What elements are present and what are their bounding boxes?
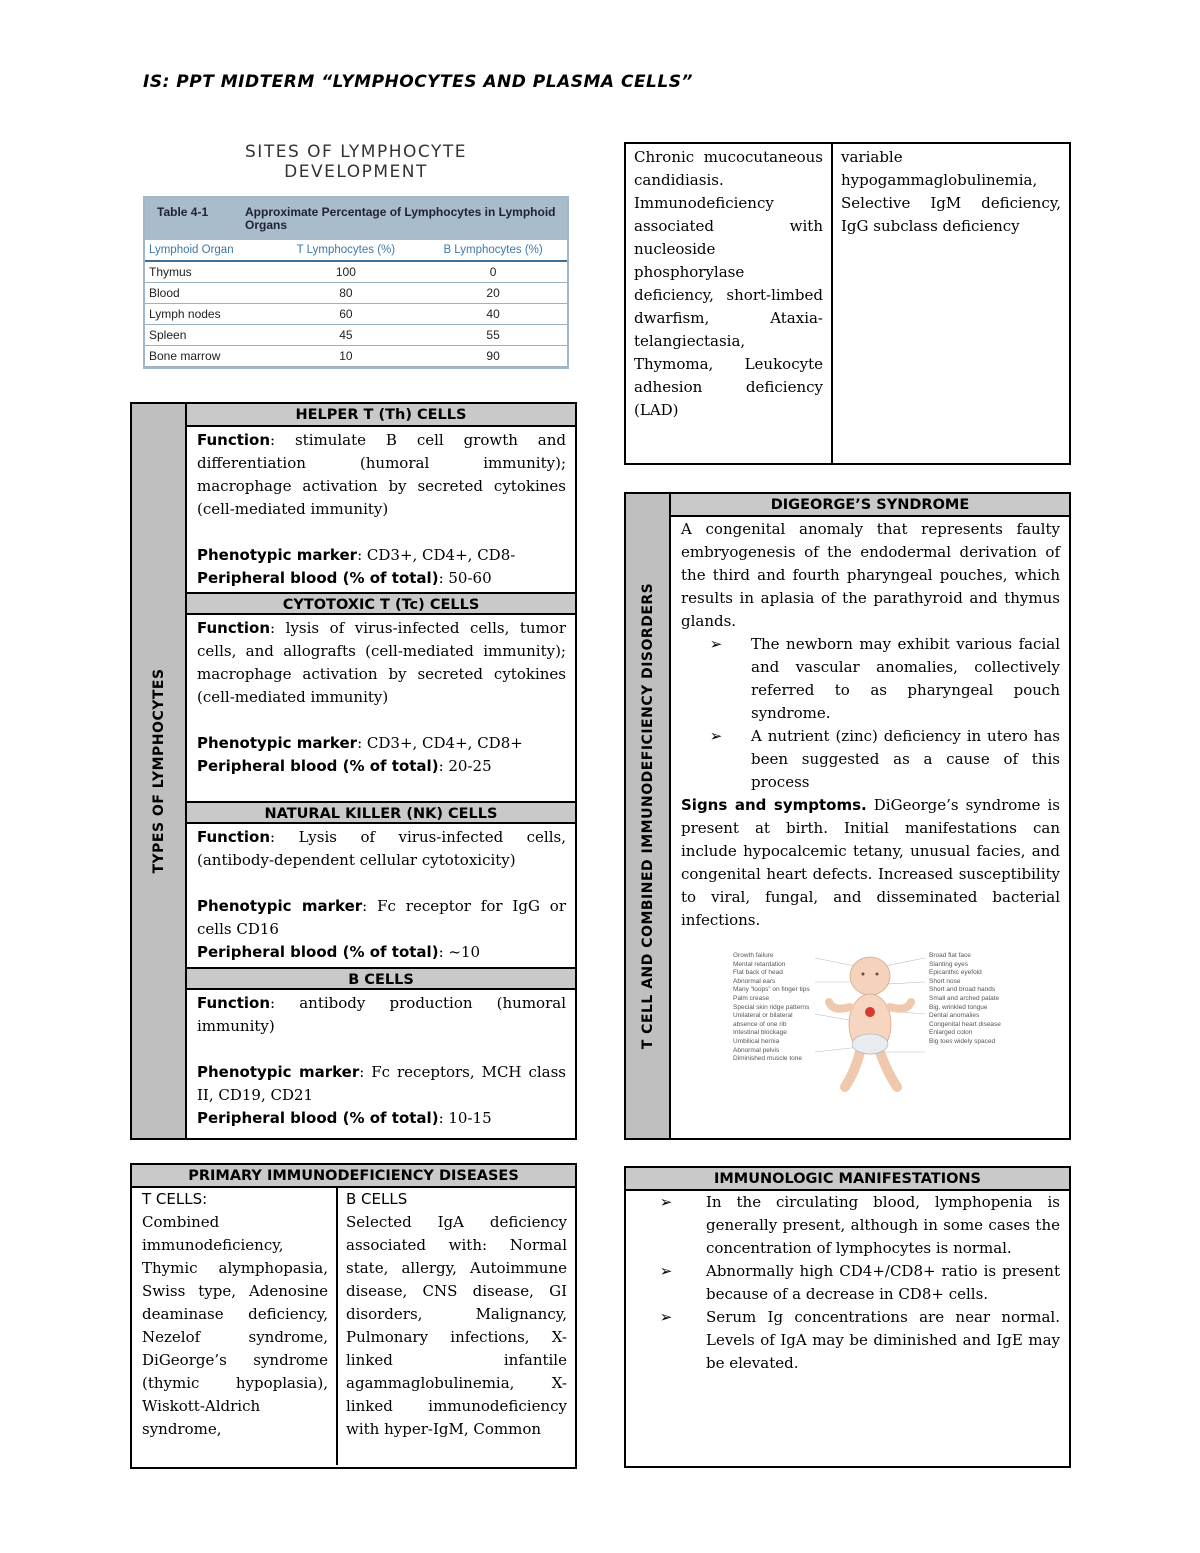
immunologic-manifestations-box [624,1166,1071,1468]
figure-right-labels [929,952,1003,1047]
arrow-bullet-icon: ➢ [659,1193,673,1211]
function-label: Function [197,828,271,846]
table-cell: 45 [273,325,420,346]
digeorge-bullet [681,633,1060,725]
lymphocyte-sites-figure [143,142,569,369]
figure-label: Epicanthic eyefold [929,969,982,977]
table-caption [145,198,567,240]
digeorge-side-bar [626,494,671,1138]
immunologic-bullet [626,1260,1060,1306]
bullet-text: A nutrient (zinc) deficiency in utero has been suggested as a cause of this process [751,727,1060,791]
helper-function [197,429,566,521]
types-content [187,404,575,1138]
bullet-text: Serum Ig concentrations are near normal. Levels of IgA may be diminished and IgE may be elevated. [706,1308,1060,1372]
blood-label: Peripheral blood (% of total) [197,757,439,775]
t-cells-label: T CELLS: [142,1190,208,1208]
column-header: Lymphoid Organ [145,240,273,261]
figure-label: Small and arched palate [929,994,1000,1002]
immunologic-bullet [626,1191,1060,1260]
figure-label: Short and broad hands [929,986,996,994]
table-cell: 0 [419,261,567,283]
function-label: Function [197,431,271,449]
function-text: : antibody production (humoral immunity) [197,994,566,1035]
figure-label: Congenital heart disease [929,1020,1001,1028]
function-text: : lysis of virus-infected cells, tumor cells, and allografts (cell-mediated immunity); macrophage activation by secreted cytokines (cell-mediated immunity) [197,619,566,706]
types-side-label: TYPES OF LYMPHOCYTES [150,668,167,874]
digeorge-intro: A congenital anomaly that represents faulty embryogenesis of the endodermal derivation of the third and fourth pharyngeal pouches, which results in aplasia of the parathyroid and thymus glands. [681,520,1060,630]
primary-immunodeficiency-box [130,1163,577,1469]
table-cell: 90 [419,346,567,367]
figure-label: Mental retardation [733,960,786,968]
function-text: : stimulate B cell growth and differentiation (humoral immunity); macrophage activation by secreted cytokines (cell-mediated immunity) [197,431,566,518]
table-cell: 20 [419,283,567,304]
table-cell: Thymus [145,261,273,283]
helper-blood [197,567,566,590]
bullet-text: Abnormally high CD4+/CD8+ ratio is present because of a decrease in CD8+ cells. [706,1262,1060,1303]
figure-label: Diminished muscle tone [733,1055,803,1063]
table-cell: 40 [419,304,567,325]
digeorge-content [671,494,1069,1138]
table-cell: Spleen [145,325,273,346]
table-number: Table 4-1 [157,205,209,219]
helper-t-body [187,427,575,592]
primary-immunodeficiency-continuation [624,142,1071,465]
table-cell: Lymph nodes [145,304,273,325]
bullet-text: In the circulating blood, lymphopenia is generally present, although in some cases the concentration of lymphocytes is normal. [706,1193,1060,1257]
b-cells-header: B CELLS [187,967,575,990]
blood-text: : 10-15 [438,1109,492,1127]
digeorge-header: DIGEORGE’S SYNDROME [671,494,1069,517]
immunologic-header: IMMUNOLOGIC MANIFESTATIONS [626,1168,1069,1191]
lymphocyte-table [143,196,569,369]
signs-text: DiGeorge’s syndrome is present at birth. Initial manifestations can include hypocalcemic tetany, unusual facies, and congenital heart defects. Increased susceptibility to viral, fungal, and disseminated bacterial infections. [681,796,1060,929]
digeorge-infant-figure [733,952,1003,1102]
marker-label: Phenotypic marker [197,734,358,752]
sites-heading-line-1: SITES OF LYMPHOCYTE [245,142,467,162]
arrow-bullet-icon: ➢ [709,635,723,653]
marker-text: : Fc receptor for IgG or cells CD16 [197,897,566,938]
figure-label: Slanting eyes [929,960,969,968]
arrow-bullet-icon: ➢ [659,1262,673,1280]
t-cells-continued: Chronic mucocutaneous candidiasis. Immunodeficiency associated with nucleoside phosphorylase deficiency, short-limbed dwarfism, Ataxia-telangiectasia, Thymoma, Leukocyte adhesion deficiency (LAD) [626,144,833,463]
b-cells-text: Selected IgA deficiency associated with: Normal state, allergy, Autoimmune disease, CNS disease, GI disorders, Malignancy, Pulmonary infections, X-linked infantile agammaglobulinemia, X-linked immunodeficiency with hyper-IgM, Common [346,1213,567,1438]
marker-text: : CD3+, CD4+, CD8+ [357,734,523,752]
signs-label: Signs and symptoms. [681,796,867,814]
b-cells-label: B CELLS [346,1190,408,1208]
figure-label: Many “loops” on finger tips [733,986,810,994]
arrow-bullet-icon: ➢ [659,1308,673,1326]
sites-heading-line-2: DEVELOPMENT [284,162,428,182]
table-caption-text: Approximate Percentage of Lymphocytes in Lymphoid Organs [245,205,556,232]
types-side-bar [132,404,187,1138]
primary-columns [132,1188,575,1465]
table-row [145,261,567,283]
nk-function [197,826,566,872]
blood-label: Peripheral blood (% of total) [197,1109,439,1127]
function-text: : Lysis of virus-infected cells, (antibody-dependent cellular cytotoxicity) [197,828,566,869]
figure-label: Intestinal blockage [733,1029,787,1037]
table-cell: Bone marrow [145,346,273,367]
nk-cells-header: NATURAL KILLER (NK) CELLS [187,801,575,824]
nk-cells-body [187,824,575,967]
helper-t-header: HELPER T (Th) CELLS [187,404,575,427]
b-cells-continued: variable hypogammaglobulinemia, Selective IgM deficiency, IgG subclass deficiency [841,148,1061,235]
table-row [145,325,567,346]
nk-marker [197,895,566,941]
bullet-text: The newborn may exhibit various facial and vascular anomalies, collectively referred to as pharyngeal pouch syndrome. [751,635,1060,722]
table-cell: 80 [273,283,420,304]
cytotoxic-marker [197,732,566,755]
figure-label: Unilateral or bilateral absence of one rib [733,1012,793,1028]
figure-label: Broad flat face [929,952,971,959]
figure-label: Special skin ridge patterns [733,1003,810,1011]
figure-label: Big, wrinkled tongue [929,1003,988,1011]
helper-marker [197,544,566,567]
figure-label: Growth failure [733,952,774,959]
blood-text: : 20-25 [438,757,492,775]
nk-blood [197,941,566,964]
table-cell: 55 [419,325,567,346]
types-of-lymphocytes-box [130,402,577,1140]
infant-illustration-icon [815,952,925,1102]
figure-left-labels [733,952,813,1064]
marker-label: Phenotypic marker [197,1063,360,1081]
figure-label: Dental anomalies [929,1012,980,1020]
figure-label: Abnormal ears [733,977,776,985]
blood-label: Peripheral blood (% of total) [197,943,439,961]
b-marker [197,1061,566,1107]
document-title: IS: PPT MIDTERM “LYMPHOCYTES AND PLASMA CELLS” [143,72,693,92]
b-function [197,992,566,1038]
figure-label: Palm crease [733,994,770,1002]
column-header: B Lymphocytes (%) [419,240,567,261]
table-row [145,283,567,304]
primary-header: PRIMARY IMMUNODEFICIENCY DISEASES [132,1165,575,1188]
immunologic-bullet [626,1306,1060,1375]
figure-label: Flat back of head [733,969,783,977]
t-cells-column [132,1188,338,1465]
digeorge-body [671,517,1069,932]
cytotoxic-t-body [187,615,575,801]
table-cell: 10 [273,346,420,367]
immunologic-body [626,1191,1069,1375]
marker-text: : Fc receptors, MCH class II, CD19, CD21 [197,1063,566,1104]
blood-text: : ~10 [438,943,481,961]
digeorge-box [624,492,1071,1140]
table-cell: 100 [273,261,420,283]
digeorge-bullet [681,725,1060,794]
figure-label: Big toes widely spaced [929,1037,996,1045]
cytotoxic-t-header: CYTOTOXIC T (Tc) CELLS [187,592,575,615]
blood-text: : 50-60 [438,569,492,587]
b-cells-body [187,990,575,1130]
table-cell: Blood [145,283,273,304]
table-header-row [145,240,567,261]
column-header: T Lymphocytes (%) [273,240,420,261]
table-row [145,304,567,325]
function-label: Function [197,994,271,1012]
b-blood [197,1107,566,1130]
t-cells-text: Combined immunodeficiency, Thymic alymphopasia, Swiss type, Adenosine deaminase deficiency, Nezelof syndrome, DiGeorge’s syndrome (thymic hypoplasia), Wiskott-Aldrich syndrome, [142,1213,328,1438]
figure-label: Enlarged colon [929,1029,973,1037]
figure-label: Umbilical hernia [733,1037,780,1045]
lymphocyte-percentage-table [145,240,567,367]
table-row [145,346,567,367]
cytotoxic-function [197,617,566,709]
digeorge-side-label: T CELL AND COMBINED IMMUNODEFICIENCY DISORDERS [639,582,656,1050]
table-cell: 60 [273,304,420,325]
digeorge-signs [681,794,1060,932]
figure-label: Short nose [929,977,961,985]
marker-label: Phenotypic marker [197,897,363,915]
blood-label: Peripheral blood (% of total) [197,569,439,587]
marker-label: Phenotypic marker [197,546,358,564]
sites-heading [143,142,569,182]
function-label: Function [197,619,271,637]
figure-label: Abnormal pelvis [733,1046,780,1054]
marker-text: : CD3+, CD4+, CD8- [357,546,516,564]
b-cells-column [338,1188,575,1465]
arrow-bullet-icon: ➢ [709,727,723,745]
cytotoxic-blood [197,755,566,778]
